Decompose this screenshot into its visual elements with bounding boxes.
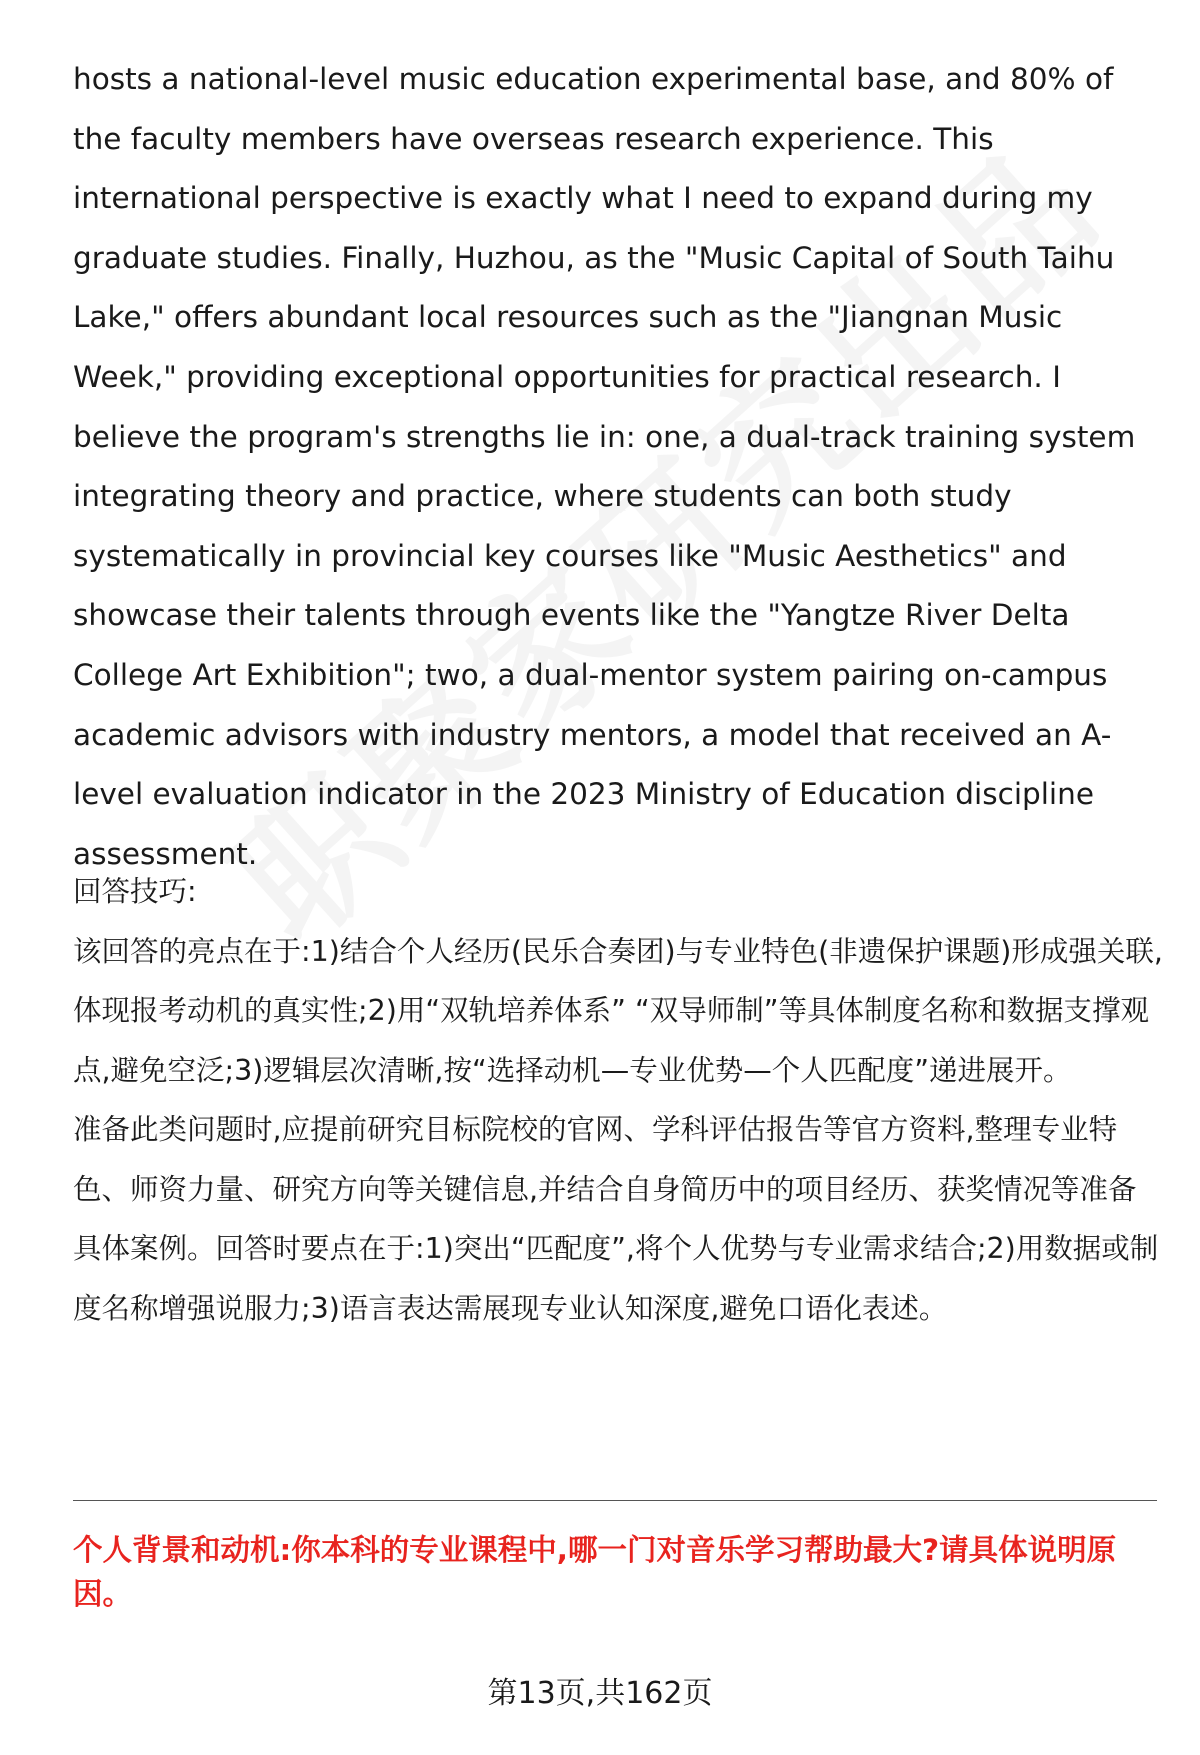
answer-paragraph: hosts a national-level music education experimental base, and 80% of the faculty members have overseas research experience. This international perspective is exactly what I need to expand during my graduate studies. Finally, Huzhou, as the "Music Capital of South Taihu Lake," offers abundant local resources such as the "Jiangnan Music Week," providing exceptional opportunities for practical research. I believe the program's strengths lie in: one, a dual-track training system integrating theory and practice, where students can both study systematically in provincial key courses like "Music Aesthetics" and showcase their talents through events like the "Yangtze River Delta College Art Exhibition"; two, a dual-mentor system pairing on-campus academic advisors with industry mentors, a model that received an A-level evaluation indicator in the 2023 Ministry of Education discipline assessment.	[73, 62, 1136, 871]
tips-highlight-paragraph: 该回答的亮点在于:1)结合个人经历(民乐合奏团)与专业特色(非遗保护课题)形成强关联,体现报考动机的真实性;2)用“双轨培养体系” “双导师制”等具体制度名称和数据支撑观点,避免空泛;3)逻辑层次清晰,按“选择动机—专业优势—个人匹配度”递进展开。	[73, 934, 1163, 1087]
page-number: 第13页,共162页	[487, 1676, 713, 1711]
interview-question: 个人背景和动机:你本科的专业课程中,哪一门对音乐学习帮助最大?请具体说明原因。	[73, 1533, 1117, 1611]
tips-heading: 回答技巧:	[73, 875, 197, 908]
section-divider	[73, 1500, 1157, 1501]
answer-tips-section	[73, 862, 1163, 1338]
tips-preparation-paragraph: 准备此类问题时,应提前研究目标院校的官网、学科评估报告等官方资料,整理专业特色、师资力量、研究方向等关键信息,并结合自身简历中的项目经历、获奖情况等准备具体案例。回答时要点在于:1)突出“匹配度”,将个人优势与专业需求结合;2)用数据或制度名称增强说服力;3)语言表达需展现专业认知深度,避免口语化表述。	[73, 1113, 1159, 1325]
